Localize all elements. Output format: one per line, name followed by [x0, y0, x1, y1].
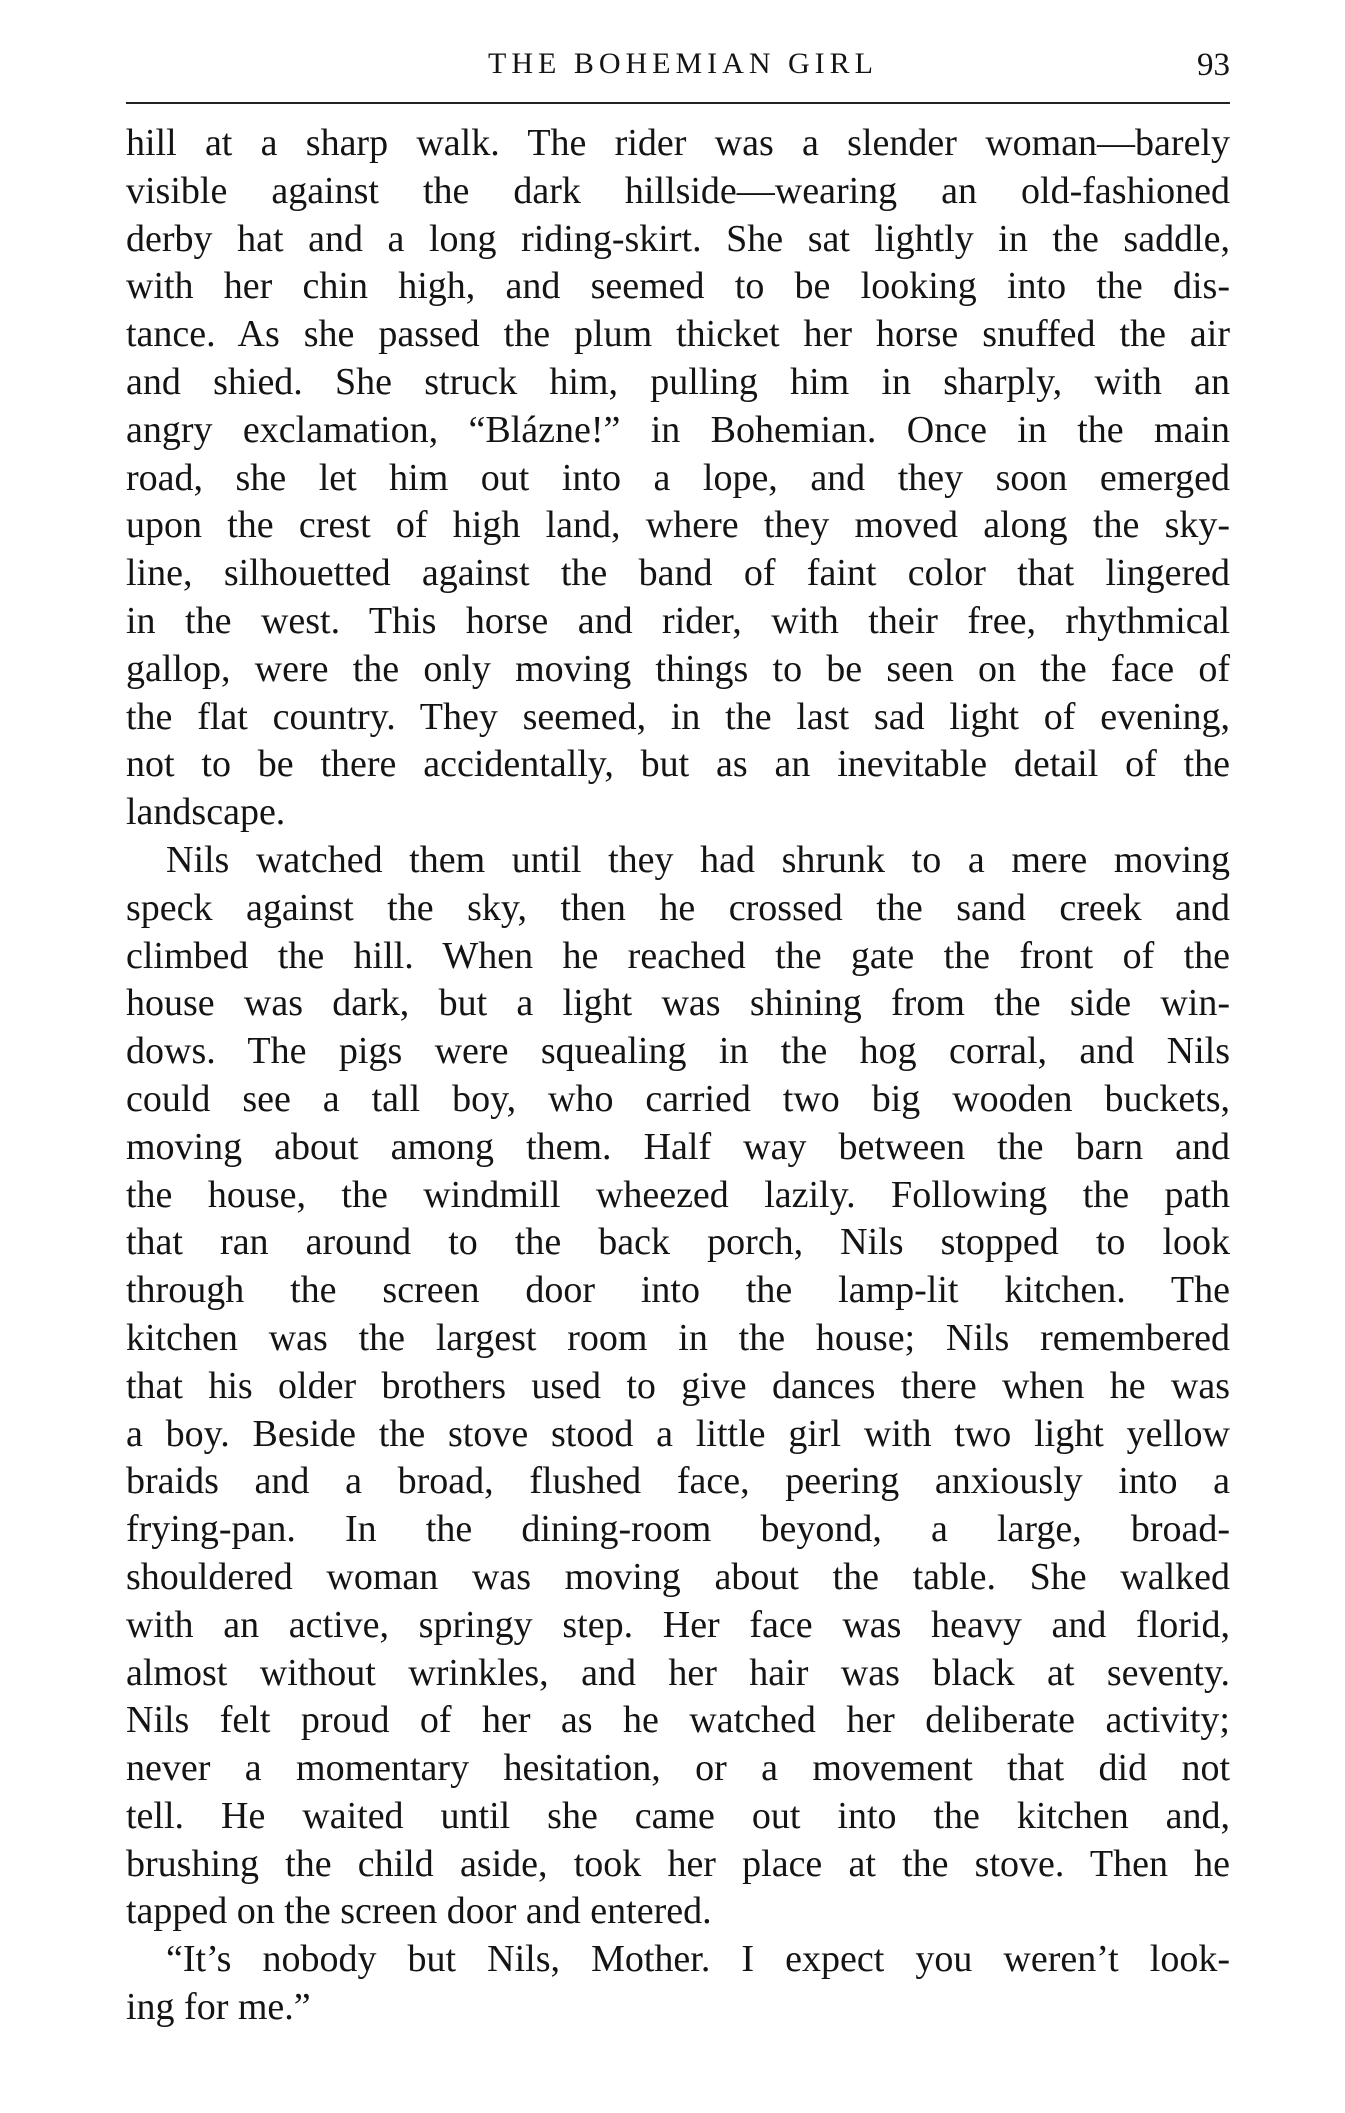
text-line [126, 1124, 1230, 1172]
text-line-content: gallop, were the only moving things to be seen on the face of [126, 647, 1230, 690]
text-line-content: moving about among them. Half way between the barn and [126, 1125, 1230, 1168]
text-line-content: in the west. This horse and rider, with their free, rhythmical [126, 599, 1231, 642]
text-line [126, 1363, 1230, 1411]
text-line [126, 1458, 1230, 1506]
text-line [126, 1936, 1230, 1984]
text-line-content: house was dark, but a light was shining from the side win- [126, 982, 1230, 1025]
text-line [126, 168, 1230, 216]
text-line [126, 1984, 1230, 2032]
text-line-content: speck against the sky, then he crossed the sand creek and [126, 886, 1230, 929]
header-rule [126, 102, 1230, 104]
text-line [126, 1888, 1230, 1936]
running-title: THE BOHEMIAN GIRL [488, 47, 878, 80]
text-line-content: ing for me.” [126, 1986, 311, 2029]
text-line [126, 789, 1230, 837]
text-line-content: dows. The pigs were squealing in the hog corral, and Nils [126, 1030, 1231, 1073]
text-line [126, 359, 1230, 407]
text-line [126, 1172, 1230, 1220]
page-number: 93 [1197, 47, 1230, 83]
text-line-content: road, she let him out into a lope, and they soon emerged [126, 456, 1231, 499]
text-line [126, 1793, 1230, 1841]
text-line [126, 1267, 1230, 1315]
text-line [126, 1745, 1230, 1793]
text-line [126, 1219, 1230, 1267]
text-line-content: a boy. Beside the stove stood a little girl with two light yellow [126, 1412, 1230, 1455]
text-line-content: never a momentary hesitation, or a movement that did not [126, 1747, 1231, 1790]
text-line-content: that his older brothers used to give dances there when he was [126, 1364, 1231, 1407]
text-line [126, 502, 1230, 550]
text-line-content: with an active, springy step. Her face was heavy and florid, [126, 1603, 1230, 1646]
text-line [126, 837, 1230, 885]
text-line [126, 1841, 1230, 1889]
text-line [126, 1028, 1230, 1076]
text-line [126, 885, 1230, 933]
text-line-content: visible against the dark hillside—wearing an old-fashioned [126, 169, 1230, 212]
body-text [126, 120, 1230, 2032]
text-line [126, 455, 1230, 503]
text-line-content: brushing the child aside, took her place at the stove. Then he [126, 1842, 1231, 1885]
text-line [126, 120, 1230, 168]
text-line-content: not to be there accidentally, but as an inevitable detail of the [126, 743, 1231, 786]
text-line-content: derby hat and a long riding-skirt. She sat lightly in the saddle, [126, 217, 1230, 260]
text-line [126, 1315, 1230, 1363]
text-line [126, 1554, 1230, 1602]
text-line-content: the house, the windmill wheezed lazily. Following the path [126, 1173, 1230, 1216]
text-line-content: Nils felt proud of her as he watched her deliberate activity; [126, 1699, 1230, 1742]
text-line-content: tance. As she passed the plum thicket her horse snuffed the air [126, 313, 1230, 356]
text-line-content: angry exclamation, “Blázne!” in Bohemian. Once in the main [126, 408, 1231, 451]
text-line-content: that ran around to the back porch, Nils stopped to look [126, 1221, 1231, 1264]
text-line [126, 550, 1230, 598]
text-line-content: upon the crest of high land, where they moved along the sky- [126, 504, 1231, 547]
text-line-content: climbed the hill. When he reached the gate the front of the [126, 934, 1230, 977]
text-line [126, 980, 1230, 1028]
text-line-content: tell. He waited until she came out into the kitchen and, [126, 1794, 1231, 1837]
text-line [126, 1602, 1230, 1650]
text-line-content: hill at a sharp walk. The rider was a slender woman—barely [126, 122, 1230, 164]
text-line-content: the flat country. They seemed, in the last sad light of evening, [126, 695, 1230, 738]
text-line [126, 1411, 1230, 1459]
text-line [126, 933, 1230, 981]
text-line-content: “It’s nobody but Nils, Mother. I expect you weren’t look- [166, 1938, 1231, 1981]
text-line [126, 407, 1230, 455]
text-line [126, 741, 1230, 789]
text-line [126, 263, 1230, 311]
text-line-content: line, silhouetted against the band of faint color that lingered [126, 552, 1230, 595]
running-head [126, 44, 1230, 104]
text-line-content: frying-pan. In the dining-room beyond, a large, broad- [126, 1508, 1231, 1551]
text-line [126, 1650, 1230, 1698]
text-line [126, 1697, 1230, 1745]
text-line-content: could see a tall boy, who carried two big wooden buckets, [126, 1077, 1231, 1120]
text-line-content: landscape. [126, 791, 286, 834]
text-line [126, 1076, 1230, 1124]
text-line-content: braids and a broad, flushed face, peering anxiously into a [126, 1460, 1230, 1503]
text-line-content: through the screen door into the lamp-lit kitchen. The [126, 1269, 1230, 1312]
text-line [126, 646, 1230, 694]
text-line-content: shouldered woman was moving about the table. She walked [126, 1555, 1231, 1598]
text-line [126, 311, 1230, 359]
text-line [126, 1506, 1230, 1554]
text-line-content: with her chin high, and seemed to be looking into the dis- [126, 265, 1230, 308]
text-line [126, 598, 1230, 646]
text-line [126, 694, 1230, 742]
text-line-content: tapped on the screen door and entered. [126, 1890, 712, 1933]
text-line-content: Nils watched them until they had shrunk to a mere moving [166, 838, 1231, 881]
text-line [126, 216, 1230, 264]
text-line-content: kitchen was the largest room in the house; Nils remembered [126, 1316, 1230, 1359]
text-line-content: and shied. She struck him, pulling him in sharply, with an [126, 360, 1231, 403]
text-line-content: almost without wrinkles, and her hair was black at seventy. [126, 1651, 1230, 1694]
